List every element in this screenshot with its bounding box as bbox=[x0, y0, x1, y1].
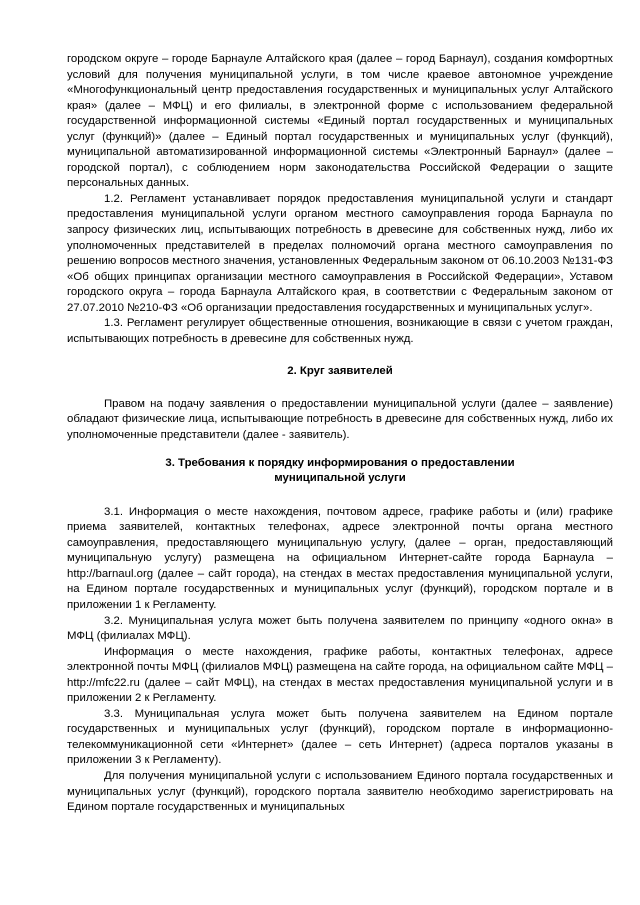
paragraph-intro-continuation: городском округе – городе Барнауле Алтайского края (далее – город Барнаул), создания комфортных условий для получения муниципальной услуги, в том числе краевое автономное учреждение «Многофункциональный центр предоставления государственных и муниципальных услуг Алтайского края» (далее – МФЦ) и его филиалы, в электронной форме с использованием федеральной государственной информационной системы «Единый портал государственных и муниципальных услуг (функций)» (далее – Единый портал государственных и муниципальных услуг (функций), муниципальной автоматизированной информационной системы «Электронный Барнаул» (далее – городской портал), с соблюдением норм законодательства Российской Федерации о защите персональных данных. bbox=[67, 53, 613, 190]
section-2-heading: 2. Круг заявителей bbox=[287, 365, 393, 378]
paragraph-1-2: 1.2. Регламент устанавливает порядок предоставления муниципальной услуги и стандарт предоставления муниципальной услуги органом местного самоуправления города Барнаула по запросу физических лиц, испытывающих потребность в древесине для собственных нужд, либо их уполномоченных представителей в пределах полномочий органа местного самоуправления по решению вопросов местного значения, установленных Федеральным законом от 06.10.2003 №131-ФЗ «Об общих принципах организации местного самоуправления в Российской Федерации», Уставом городского округа – города Барнаула Алтайского края, в соответствии с Федеральным законом от 27.07.2010 №210-ФЗ «Об организации предоставления государственных и муниципальных услуг». bbox=[67, 192, 613, 314]
document-page bbox=[67, 52, 613, 816]
paragraph-3-3-registration: Для получения муниципальной услуги с использованием Единого портала государственных и муниципальных услуг (функций), городского портала заявителю необходимо зарегистрировать на Едином портале государственных и муниципальных bbox=[67, 769, 613, 814]
section-3-heading bbox=[67, 456, 613, 487]
paragraph-1-3: 1.3. Регламент регулирует общественные отношения, возникающие в связи с учетом граждан, испытывающих потребность в древесине для собственных нужд. bbox=[67, 317, 613, 345]
paragraph-3-3: 3.3. Муниципальная услуга может быть получена заявителем на Едином портале государственных и муниципальных услуг (функций), городском портале в информационно-телекоммуникационной сети «Интернет» (далее – сеть Интернет) (адреса порталов указаны в приложении 3 к Регламенту). bbox=[67, 707, 613, 767]
section-2-text: Правом на подачу заявления о предоставлении муниципальной услуги (далее – заявление) обладают физические лица, испытывающие потребность в древесине для собственных нужд, либо их уполномоченные представители (далее - заявитель). bbox=[67, 397, 613, 442]
section-3-heading-line-2: муниципальной услуги bbox=[274, 472, 406, 485]
section-3-heading-line-1: 3. Требования к порядку информирования о предоставлении bbox=[165, 456, 515, 469]
paragraph-3-1: 3.1. Информация о месте нахождения, почтовом адресе, графике работы и (или) графике приема заявителей, контактных телефонах, адресе электронной почты органа местного самоуправления, предоставляющего муниципальную услугу, (далее – орган, предоставляющий муниципальную услугу) размещена на официальном Интернет-сайте города Барнаула – http://barnaul.org (далее – сайт города), на стендах в местах предоставления муниципальной услуги, на Едином портале государственных и муниципальных услуг (функций), городском портале и в приложении 1 к Регламенту. bbox=[67, 505, 613, 611]
paragraph-3-2: 3.2. Муниципальная услуга может быть получена заявителем по принципу «одного окна» в МФЦ (филиалах МФЦ). bbox=[67, 614, 613, 643]
paragraph-3-2-info: Информация о месте нахождения, графике работы, контактных телефонах, адресе электронной почты МФЦ (филиалов МФЦ) размещена на сайте города, на официальном сайте МФЦ – http://mfc22.ru (далее – сайт МФЦ), на стендах в местах предоставления муниципальной услуги и в приложении 2 к Регламенту. bbox=[67, 645, 613, 705]
